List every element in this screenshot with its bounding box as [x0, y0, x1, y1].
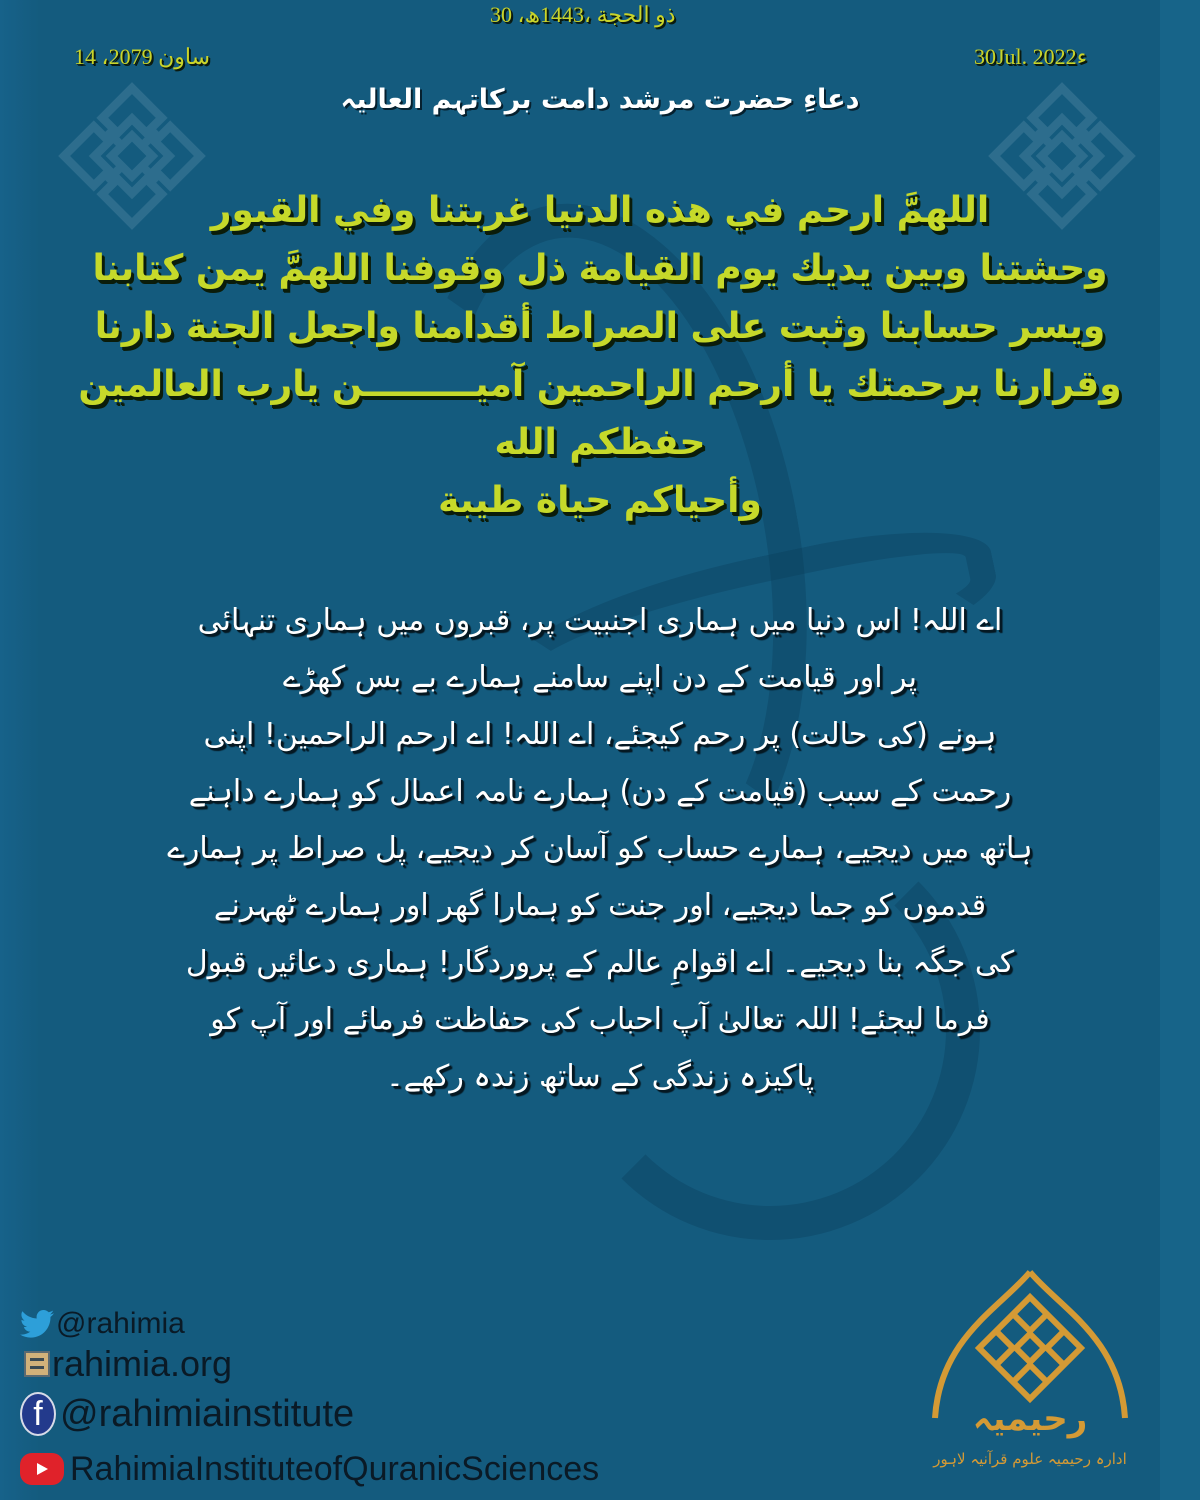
website-url: rahimia.org [52, 1343, 233, 1384]
youtube-channel: RahimiaInstituteofQuranicSciences [70, 1449, 600, 1488]
arabic-dua-line: وحشتنا وبين يديك يوم القيامة ذل وقوفنا اللهمَّ يمن كتابنا [92, 248, 1108, 289]
urdu-line: قدموں کو جما دیجیے، اور جنت کو ہمارا گھر اور ہمارے ٹھہرنے [213, 888, 987, 923]
social-links [20, 1304, 599, 1494]
rahimia-logo [920, 1268, 1140, 1494]
website-link[interactable] [20, 1344, 599, 1384]
urdu-line: پر اور قیامت کے دن اپنے سامنے ہمارے بے بس کھڑے [282, 660, 918, 695]
right-edge-band [1160, 0, 1200, 1500]
arabic-dua-line: ويسر حسابنا وثبت على الصراط أقدامنا واجعل الجنة دارنا [94, 306, 1106, 347]
twitter-icon [20, 1309, 54, 1339]
twitter-link[interactable] [20, 1304, 599, 1344]
urdu-translation [150, 592, 1050, 1105]
page-title: دعاءِ حضرت مرشد دامت برکاتہم العالیہ [340, 84, 860, 115]
bikrami-date: 14 ،ساون 2079 [74, 44, 211, 69]
twitter-handle: @rahimia [56, 1307, 185, 1340]
urdu-line: اے اللہ! اس دنیا میں ہماری اجنبیت پر، قبروں میں ہماری تنہائی [197, 603, 1003, 638]
website-logo-icon [24, 1351, 50, 1377]
arabic-dua-line: اللهمَّ ارحم في هذه الدنيا غربتنا وفي القبور [210, 190, 990, 231]
urdu-line: کی جگہ بنا دیجیے۔ اے اقوامِ عالم کے پروردگار! ہماری دعائیں قبول [185, 945, 1015, 980]
arabic-dua-line: وأحياكم حياة طيبة [438, 480, 762, 521]
urdu-line: ہونے (کی حالت) پر رحم کیجئے، اے اللہ! اے ارحم الراحمین! اپنی [203, 717, 997, 752]
urdu-line: ہاتھ میں دیجیے، ہمارے حساب کو آسان کر دیجیے، پل صراط پر ہمارے [167, 831, 1033, 866]
facebook-link[interactable] [20, 1386, 599, 1442]
urdu-line: پاکیزہ زندگی کے ساتھ زندہ رکھے۔ [386, 1059, 814, 1094]
facebook-handle: @rahimiainstitute [60, 1392, 355, 1435]
hijri-date: 30 ،ذو الحجة ،1443ھ [490, 2, 676, 27]
arabic-dua-line: وقرارنا برحمتك يا أرحم الراحمين آميـــــــــن يارب العالمين حفظكم الله [78, 364, 1122, 463]
urdu-line: فرما لیجئے! اللہ تعالیٰ آپ احباب کی حفاظت فرمائے اور آپ کو [210, 1002, 990, 1037]
facebook-icon: f [20, 1392, 56, 1436]
logo-name: رحیمیہ [972, 1399, 1088, 1439]
youtube-icon [20, 1453, 64, 1485]
youtube-link[interactable] [20, 1444, 599, 1494]
logo-subtitle: ادارہ رحیمیہ علوم قرآنیہ لاہور [933, 1450, 1127, 1468]
urdu-line: رحمت کے سبب (قیامت کے دن) ہمارے نامہ اعمال کو ہمارے داہنے [188, 774, 1012, 809]
arabic-dua [60, 182, 1140, 530]
gregorian-date: 30Jul. 2022ء [974, 44, 1088, 69]
